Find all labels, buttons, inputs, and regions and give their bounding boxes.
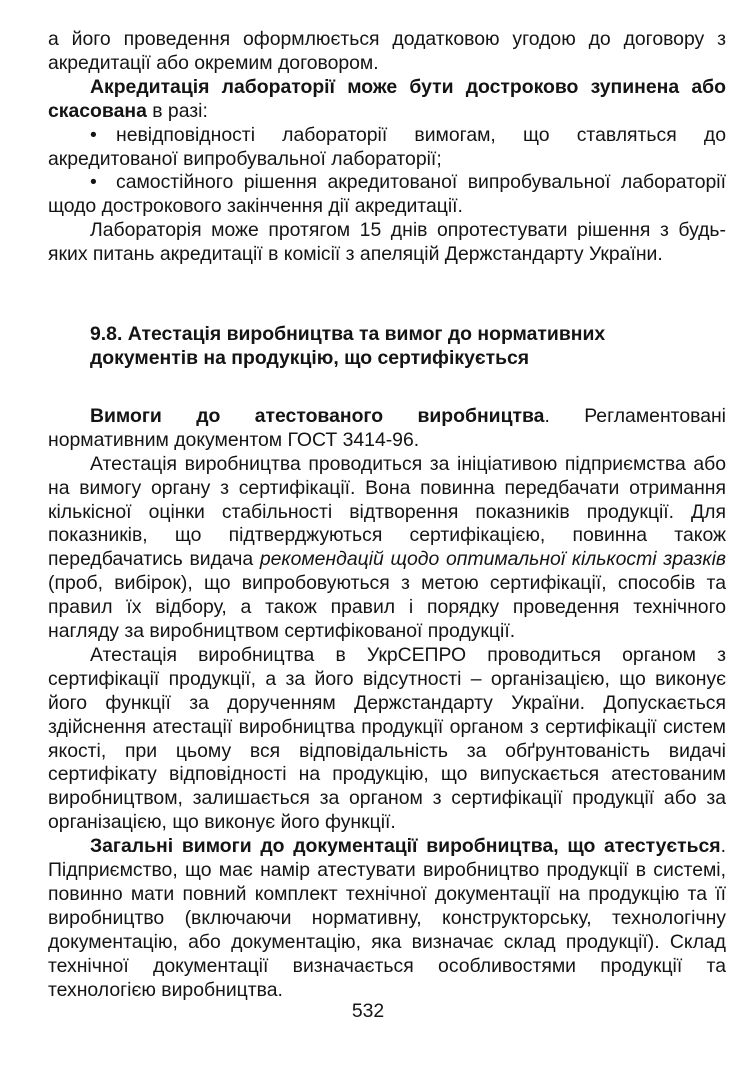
initiative-paragraph <box>48 453 726 644</box>
requirements-bold-text: Вимоги до атестованого виробництва <box>90 404 545 427</box>
bullet-text: самостійного рішення акредитованої випробувальної лабораторії щодо дострокового закінчення дії акредитації. <box>48 171 726 218</box>
section-heading <box>90 323 726 371</box>
continuation-paragraph: а його проведення оформлюється додатковою угодою до договору з акредитації або окремим договором. <box>48 28 726 74</box>
documentation-paragraph <box>48 835 726 1002</box>
bullet-icon: • <box>90 123 97 146</box>
bullet-text: невідповідності лабораторії вимогам, що ставляться до акредитованої випробувальної лабораторії; <box>48 123 726 170</box>
section-heading-line-1: 9.8. Атестація виробництва та вимог до нормативних <box>90 323 606 346</box>
ukrsepro-paragraph: Атестація виробництва в УкрСЕПРО проводиться органом з сертифікації продукції, а за його відсутності – організацією, що виконує його функції за дорученням Держстандарту України. Допускається здійснення атестації виробництва продукції органом з сертифікації систем якості, при цьому вся відповідальність за обґрунтованість видачі сертифікату відповідності на продукцію, що випускається атестованим виробництвом, залишається за органом з сертифікації продукції або за організацією, що виконує його функції. <box>48 643 726 834</box>
bullet-icon: • <box>90 171 97 194</box>
list-item <box>48 171 726 219</box>
page-number: 532 <box>351 1000 385 1022</box>
requirements-rest-text: . Регламентовані нормативним документом ГОСТ 3414-96. <box>48 404 726 451</box>
appeal-paragraph: Лабораторія може протягом 15 днів опротестувати рішення з будь-яких питань акредитації в комісії з апеляцій Держстандарту України. <box>48 219 726 266</box>
documentation-rest-text: . Підприємство, що має намір атестувати виробництво продукції в системі, повинно мати повний комплект технічної документації на продукцію та її виробництво (включаючи нормативну, конструкторську, технологічну документацію, або документацію, яка визначає склад продукції). Склад технічної документації визначається особливостями продукції та технологією виробництва. <box>48 835 726 1001</box>
requirements-paragraph <box>48 405 726 453</box>
initiative-text-start: Атестація виробництва проводиться за ініціативою підприємства або на вимогу органу з сертифікації. Вона повинна передбачати отримання кількісної оцінки стабільності відтворення показників продукції. Для показників, що підтверджуються сертифікацією, повинна також передбачатись видача <box>48 452 726 571</box>
suspension-rest-text: в разі: <box>146 99 208 122</box>
suspension-bold-text: Акредитація лабораторії може бути достроково зупинена або скасована <box>48 75 726 122</box>
suspension-bullet-list <box>48 124 726 220</box>
initiative-text-end: (проб, вибірок), що випробовуються з метою сертифікації, способів та правил їх відбору, а також правил і порядку проведення технічного нагляду за виробництвом сертифікованої продукції. <box>48 572 726 643</box>
documentation-bold-text: Загальні вимоги до документації виробництва, що атестується <box>90 835 721 858</box>
section-heading-line-2: документів на продукцію, що сертифікується <box>90 346 530 369</box>
page-content <box>48 28 726 1003</box>
initiative-italic-text: рекомендацій щодо оптимальної кількості зразків <box>259 548 726 571</box>
list-item <box>48 124 726 172</box>
suspension-paragraph <box>48 76 726 124</box>
